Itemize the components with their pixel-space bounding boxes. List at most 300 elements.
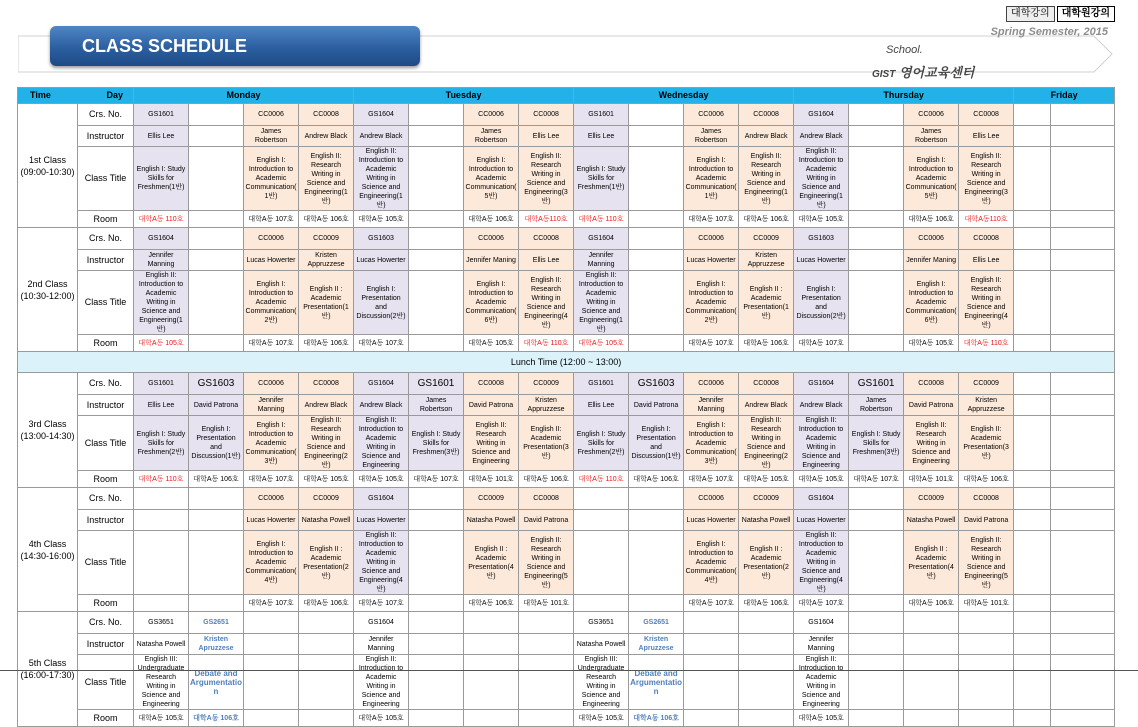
cell-room[interactable]: 대학A동 105호 — [739, 471, 794, 488]
cell-title[interactable]: English I: Introduction to Academic Communication(4반) — [684, 531, 739, 595]
cell-crs[interactable]: CC0009 — [299, 488, 354, 510]
cell-crs[interactable]: GS1601 — [134, 373, 189, 395]
cell-crs — [629, 104, 684, 126]
cell-title[interactable]: English II: Academic Presentation(3반) — [519, 416, 574, 471]
cell-crs[interactable]: CC0008 — [739, 373, 794, 395]
cell-title[interactable]: English I: Study Skills for Freshmen(2반) — [134, 416, 189, 471]
cell-title[interactable]: English II: Research Writing in Science and Engineering(2반) — [299, 416, 354, 471]
cell-instructor[interactable]: Andrew Black — [794, 126, 849, 147]
cell-crs[interactable]: GS1604 — [794, 488, 849, 510]
cell-room[interactable]: 대학A동 105호 — [299, 471, 354, 488]
cell-instructor[interactable]: Andrew Black — [299, 395, 354, 416]
cell-crs[interactable]: GS1601 — [409, 373, 464, 395]
cell-crs[interactable]: GS2651 — [189, 612, 244, 634]
cell-title[interactable]: English I: Study Skills for Freshmen(1반) — [574, 147, 629, 211]
cell-room[interactable]: 대학A동 110호 — [519, 335, 574, 352]
cell-instructor — [849, 250, 904, 271]
cell-instructor[interactable]: Kristen Appruzzese — [299, 250, 354, 271]
cell-crs[interactable]: CC0008 — [519, 488, 574, 510]
row-label-crs: Crs. No. — [78, 104, 134, 126]
cell-title[interactable]: English I: Introduction to Academic Communication(6반) — [904, 271, 959, 335]
cell-title — [959, 655, 1014, 710]
cell-instructor[interactable]: Ellis Lee — [959, 126, 1014, 147]
cell-room[interactable]: 대학A동 110호 — [574, 211, 629, 228]
row-label-room: Room — [78, 471, 134, 488]
day-header-tuesday: Tuesday — [354, 88, 574, 104]
cell-title[interactable]: English I: Study Skills for Freshmen(3반) — [849, 416, 904, 471]
row-label-crs: Crs. No. — [78, 228, 134, 250]
cell-instructor[interactable]: Kristen Apruzzese — [629, 634, 684, 655]
cell-room — [244, 710, 299, 727]
cell-title — [849, 271, 904, 335]
cell-room — [684, 710, 739, 727]
cell-title[interactable]: English I: Study Skills for Freshmen(2반) — [574, 416, 629, 471]
row-label-title: Class Title — [78, 531, 134, 595]
cell-title[interactable]: English I: Introduction to Academic Communication(2반) — [244, 271, 299, 335]
cell-title[interactable]: English I: Study Skills for Freshmen(1반) — [134, 147, 189, 211]
cell-instructor[interactable]: Ellis Lee — [574, 395, 629, 416]
cell-room — [189, 335, 244, 352]
cell-crs — [1051, 228, 1115, 250]
cell-room[interactable]: 대학A동 106호 — [629, 471, 684, 488]
cell-room[interactable]: 대학A동 107호 — [794, 595, 849, 612]
cell-instructor[interactable]: James Robertson — [409, 395, 464, 416]
cell-crs[interactable]: CC0009 — [959, 373, 1014, 395]
cell-title[interactable]: English III: Undergraduate Research Writing in Science and Engineering — [574, 655, 629, 710]
cell-title[interactable]: English II: Introduction to Academic Writing in Science and Engineering — [354, 655, 409, 710]
cell-instructor[interactable]: Kristen Appruzzese — [739, 250, 794, 271]
cell-title[interactable]: English II: Introduction to Academic Writing in Science and Engineering(1반) — [574, 271, 629, 335]
cell-title[interactable]: English I: Introduction to Academic Communication(5반) — [904, 147, 959, 211]
cell-crs[interactable]: CC0006 — [684, 104, 739, 126]
cell-instructor — [1014, 250, 1051, 271]
cell-instructor[interactable]: Kristen Apruzzese — [189, 634, 244, 655]
row-label-crs: Crs. No. — [78, 612, 134, 634]
cell-room[interactable]: 대학A동 105호 — [134, 335, 189, 352]
period-time: (14:30-16:00) — [20, 550, 75, 561]
cell-title[interactable]: English II : Academic Presentation(2반) — [299, 531, 354, 595]
cell-instructor — [134, 510, 189, 531]
cell-room[interactable]: 대학A동 107호 — [684, 595, 739, 612]
cell-room — [959, 710, 1014, 727]
cell-title[interactable]: English II: Introduction to Academic Writing in Science and Engineering — [794, 416, 849, 471]
cell-crs[interactable]: GS1603 — [354, 228, 409, 250]
cell-title[interactable]: English I: Presentation and Discussion(2반) — [794, 271, 849, 335]
cell-room[interactable]: 대학A동 107호 — [244, 471, 299, 488]
cell-instructor[interactable]: Jennifer Manning — [794, 634, 849, 655]
cell-crs[interactable]: GS3651 — [134, 612, 189, 634]
cell-instructor[interactable]: Andrew Black — [354, 126, 409, 147]
cell-room[interactable]: 대학A동 106호 — [739, 335, 794, 352]
cell-instructor[interactable]: Lucas Howerter — [354, 250, 409, 271]
cell-crs[interactable]: CC0006 — [904, 228, 959, 250]
cell-crs[interactable]: GS1604 — [794, 104, 849, 126]
cell-room[interactable]: 대학A동 105호 — [134, 710, 189, 727]
cell-room[interactable]: 대학A동110호 — [519, 211, 574, 228]
cell-instructor[interactable]: James Robertson — [684, 126, 739, 147]
cell-instructor[interactable]: Lucas Howerter — [354, 510, 409, 531]
cell-crs[interactable]: GS1604 — [354, 612, 409, 634]
cell-title[interactable]: English II: Academic Presentation(3반) — [959, 416, 1014, 471]
cell-room — [519, 710, 574, 727]
cell-room[interactable]: 대학A동 106호 — [904, 211, 959, 228]
cell-crs[interactable]: CC0008 — [739, 104, 794, 126]
cell-instructor[interactable]: Ellis Lee — [574, 126, 629, 147]
cell-crs[interactable]: CC0006 — [244, 104, 299, 126]
cell-title[interactable]: English I: Introduction to Academic Communication(6반) — [464, 271, 519, 335]
cell-title[interactable]: English II: Introduction to Academic Writing in Science and Engineering(1반) — [794, 147, 849, 211]
cell-room[interactable]: 대학A동 101호 — [464, 471, 519, 488]
cell-room — [409, 595, 464, 612]
cell-instructor[interactable]: Natasha Powell — [574, 634, 629, 655]
cell-crs[interactable]: GS1604 — [134, 228, 189, 250]
cell-title — [1014, 531, 1051, 595]
cell-room[interactable]: 대학A동 106호 — [959, 471, 1014, 488]
cell-instructor[interactable]: David Patrona — [519, 510, 574, 531]
cell-instructor[interactable]: David Patrona — [629, 395, 684, 416]
table-row — [18, 488, 1115, 510]
cell-title[interactable]: English II: Introduction to Academic Writing in Science and Engineering(1반) — [134, 271, 189, 335]
cell-room[interactable]: 대학A동 106호 — [299, 595, 354, 612]
period-name: 2nd Class — [27, 278, 68, 289]
table-row — [18, 228, 1115, 250]
cell-instructor[interactable]: Andrew Black — [354, 395, 409, 416]
cell-crs[interactable]: GS1603 — [794, 228, 849, 250]
cell-title[interactable]: English I: Introduction to Academic Communication(4반) — [244, 531, 299, 595]
cell-crs[interactable]: CC0008 — [299, 373, 354, 395]
cell-crs[interactable]: CC0009 — [739, 488, 794, 510]
cell-room[interactable]: 대학A동 107호 — [684, 335, 739, 352]
cell-room — [189, 595, 244, 612]
cell-title[interactable]: English I: Presentation and Discussion(1반) — [189, 416, 244, 471]
cell-instructor[interactable]: Jennifer Maning — [464, 250, 519, 271]
tab-undergraduate[interactable]: 대학강의 — [1006, 6, 1055, 22]
cell-crs[interactable]: GS2651 — [629, 612, 684, 634]
cell-crs[interactable]: GS1601 — [574, 373, 629, 395]
cell-crs — [1014, 488, 1051, 510]
cell-instructor[interactable]: Ellis Lee — [134, 126, 189, 147]
cell-instructor[interactable]: James Robertson — [904, 126, 959, 147]
cell-room[interactable]: 대학A동 106호 — [464, 595, 519, 612]
cell-crs — [134, 488, 189, 510]
cell-room[interactable]: 대학A동 106호 — [519, 471, 574, 488]
cell-title[interactable]: English II: Introduction to Academic Writing in Science and Engineering(1반) — [354, 147, 409, 211]
cell-crs[interactable]: CC0006 — [904, 104, 959, 126]
cell-instructor[interactable]: David Patrona — [959, 510, 1014, 531]
cell-room — [1051, 211, 1115, 228]
cell-instructor[interactable]: Ellis Lee — [519, 250, 574, 271]
row-label-crs: Crs. No. — [78, 373, 134, 395]
cell-instructor[interactable]: David Patrona — [904, 395, 959, 416]
cell-crs[interactable]: CC0008 — [464, 373, 519, 395]
cell-title[interactable]: English I: Study Skills for Freshmen(3반) — [409, 416, 464, 471]
cell-title[interactable]: English I: Introduction to Academic Communication(3반) — [684, 416, 739, 471]
cell-instructor[interactable]: David Patrona — [189, 395, 244, 416]
cell-title[interactable]: English I: Introduction to Academic Communication(2반) — [684, 271, 739, 335]
cell-instructor[interactable]: Natasha Powell — [739, 510, 794, 531]
cell-room[interactable]: 대학A동 105호 — [794, 710, 849, 727]
cell-instructor[interactable]: Lucas Howerter — [244, 510, 299, 531]
cell-room[interactable]: 대학A동 107호 — [849, 471, 904, 488]
table-row — [18, 395, 1115, 416]
cell-instructor[interactable]: Andrew Black — [739, 395, 794, 416]
lunch-time: Lunch Time (12:00 ~ 13:00) — [18, 352, 1115, 373]
cell-instructor[interactable]: Jennifer Manning — [134, 250, 189, 271]
cell-room[interactable]: 대학A동 107호 — [794, 335, 849, 352]
cell-instructor — [904, 634, 959, 655]
cell-instructor[interactable]: Lucas Howerter — [244, 250, 299, 271]
cell-title[interactable]: English II : Academic Presentation(1반) — [299, 271, 354, 335]
table-row — [18, 250, 1115, 271]
cell-instructor[interactable]: Jennifer Manning — [354, 634, 409, 655]
cell-title[interactable]: Debate and Argumentation — [629, 655, 684, 710]
cell-title[interactable]: English II: Research Writing in Science and Engineering(5반) — [519, 531, 574, 595]
period-name: 5th Class — [28, 658, 67, 668]
cell-title[interactable]: English II : Academic Presentation(4반) — [464, 531, 519, 595]
cell-title[interactable]: English II: Research Writing in Science and Engineering(3반) — [519, 147, 574, 211]
cell-instructor[interactable]: James Robertson — [244, 126, 299, 147]
cell-instructor[interactable]: Natasha Powell — [904, 510, 959, 531]
cell-crs — [299, 612, 354, 634]
cell-crs[interactable]: GS1601 — [134, 104, 189, 126]
cell-instructor[interactable]: Andrew Black — [299, 126, 354, 147]
cell-instructor[interactable]: Jennifer Manning — [574, 250, 629, 271]
cell-title[interactable]: English II: Introduction to Academic Writing in Science and Engineering — [354, 416, 409, 471]
cell-crs[interactable]: CC0009 — [519, 373, 574, 395]
period-name: 1st Class — [28, 154, 66, 165]
cell-title[interactable]: English III: Undergraduate Research Writing in Science and Engineering — [134, 655, 189, 710]
cell-instructor[interactable]: Ellis Lee — [519, 126, 574, 147]
cell-crs[interactable]: CC0008 — [299, 104, 354, 126]
cell-crs — [189, 488, 244, 510]
cell-room[interactable]: 대학A동 107호 — [244, 595, 299, 612]
cell-room[interactable]: 대학A동 105호 — [794, 471, 849, 488]
cell-room[interactable]: 대학A동 105호 — [794, 211, 849, 228]
cell-instructor — [1051, 634, 1115, 655]
cell-crs — [519, 612, 574, 634]
cell-room[interactable]: 대학A동 106호 — [629, 710, 684, 727]
cell-crs[interactable]: CC0009 — [464, 488, 519, 510]
cell-crs[interactable]: CC0009 — [904, 488, 959, 510]
tab-graduate[interactable]: 대학원강의 — [1057, 6, 1115, 22]
period-time: (10:30-12:00) — [20, 290, 75, 301]
cell-room[interactable]: 대학A동 107호 — [244, 335, 299, 352]
cell-title[interactable]: English II: Research Writing in Science and Engineering(5반) — [959, 531, 1014, 595]
cell-room[interactable]: 대학A동 106호 — [189, 710, 244, 727]
cell-room — [1014, 211, 1051, 228]
cell-title — [629, 531, 684, 595]
cell-instructor[interactable]: Natasha Powell — [134, 634, 189, 655]
cell-instructor[interactable]: Andrew Black — [739, 126, 794, 147]
cell-title[interactable]: English II: Research Writing in Science and Engineering(3반) — [959, 147, 1014, 211]
cell-room[interactable]: 대학A동 110호 — [134, 211, 189, 228]
cell-crs — [849, 488, 904, 510]
cell-instructor[interactable]: Ellis Lee — [134, 395, 189, 416]
cell-title[interactable]: English I: Presentation and Discussion(1반) — [629, 416, 684, 471]
cell-room[interactable]: 대학A동 106호 — [739, 595, 794, 612]
cell-crs — [1051, 373, 1115, 395]
cell-crs — [574, 488, 629, 510]
schedule-table — [17, 87, 1115, 727]
cell-title[interactable]: English I: Presentation and Discussion(2반) — [354, 271, 409, 335]
cell-title[interactable]: English II: Research Writing in Science and Engineering — [904, 416, 959, 471]
cell-room[interactable]: 대학A동 107호 — [684, 211, 739, 228]
row-label-instructor: Instructor — [78, 126, 134, 147]
cell-crs[interactable]: CC0006 — [684, 488, 739, 510]
cell-room[interactable]: 대학A동 107호 — [354, 335, 409, 352]
cell-title[interactable]: English II: Research Writing in Science and Engineering(4반) — [519, 271, 574, 335]
cell-title[interactable]: English I: Introduction to Academic Communication(3반) — [244, 416, 299, 471]
cell-crs[interactable]: GS1603 — [629, 373, 684, 395]
cell-room[interactable]: 대학A동 110호 — [959, 335, 1014, 352]
cell-instructor[interactable]: Lucas Howerter — [794, 250, 849, 271]
cell-room[interactable]: 대학A동 106호 — [904, 595, 959, 612]
cell-room[interactable]: 대학A동 101호 — [959, 595, 1014, 612]
cell-title — [464, 655, 519, 710]
cell-title[interactable]: English II : Academic Presentation(4반) — [904, 531, 959, 595]
cell-title[interactable]: English II: Introduction to Academic Writing in Science and Engineering — [794, 655, 849, 710]
cell-crs — [684, 612, 739, 634]
cell-instructor — [464, 634, 519, 655]
cell-room[interactable]: 대학A동 106호 — [299, 211, 354, 228]
cell-crs[interactable]: GS1601 — [574, 104, 629, 126]
period-time: (16:00-17:30) — [20, 670, 75, 680]
cell-crs[interactable]: CC0008 — [959, 104, 1014, 126]
cell-crs[interactable]: CC0008 — [519, 104, 574, 126]
cell-room[interactable]: 대학A동 106호 — [299, 335, 354, 352]
table-row — [18, 104, 1115, 126]
cell-instructor[interactable]: James Robertson — [849, 395, 904, 416]
cell-room[interactable]: 대학A동 105호 — [904, 335, 959, 352]
cell-crs[interactable]: CC0006 — [244, 228, 299, 250]
cell-title[interactable]: Debate and Argumentation — [189, 655, 244, 710]
cell-crs — [739, 612, 794, 634]
cell-crs[interactable]: GS1603 — [189, 373, 244, 395]
cell-crs — [409, 228, 464, 250]
cell-crs[interactable]: GS1604 — [354, 104, 409, 126]
cell-crs — [629, 228, 684, 250]
cell-room[interactable]: 대학A동 105호 — [354, 471, 409, 488]
cell-instructor[interactable]: Kristen Appruzzese — [519, 395, 574, 416]
period-name: 4th Class — [28, 538, 67, 549]
cell-instructor[interactable]: Ellis Lee — [959, 250, 1014, 271]
cell-title[interactable]: English II: Research Writing in Science and Engineering(4반) — [959, 271, 1014, 335]
cell-room[interactable]: 대학A동 105호 — [574, 335, 629, 352]
cell-crs[interactable]: GS1604 — [574, 228, 629, 250]
cell-title[interactable]: English II: Research Writing in Science and Engineering(2반) — [739, 416, 794, 471]
cell-crs[interactable]: CC0009 — [299, 228, 354, 250]
cell-room[interactable]: 대학A동 101호 — [904, 471, 959, 488]
cell-room[interactable]: 대학A동 106호 — [189, 471, 244, 488]
cell-room — [904, 710, 959, 727]
table-row — [18, 211, 1115, 228]
tab-bar — [1004, 6, 1115, 22]
cell-room[interactable]: 대학A동 110호 — [134, 471, 189, 488]
cell-crs[interactable]: GS3651 — [574, 612, 629, 634]
cell-room[interactable]: 대학A동 106호 — [464, 211, 519, 228]
row-label-title: Class Title — [78, 655, 134, 710]
cell-title[interactable]: English I: Introduction to Academic Communication(5반) — [464, 147, 519, 211]
cell-instructor[interactable]: Natasha Powell — [299, 510, 354, 531]
cell-room[interactable]: 대학A동 107호 — [244, 211, 299, 228]
cell-instructor[interactable]: Natasha Powell — [464, 510, 519, 531]
cell-title[interactable]: English II: Research Writing in Science and Engineering(1반) — [739, 147, 794, 211]
cell-crs[interactable]: CC0008 — [959, 488, 1014, 510]
cell-crs[interactable]: GS1604 — [794, 612, 849, 634]
cell-title[interactable]: English II: Introduction to Academic Writing in Science and Engineering(4반) — [354, 531, 409, 595]
cell-room[interactable]: 대학A동 105호 — [354, 211, 409, 228]
cell-instructor[interactable]: Jennifer Manning — [244, 395, 299, 416]
cell-title — [904, 655, 959, 710]
bottom-border — [0, 670, 1138, 671]
cell-title[interactable]: English I: Introduction to Academic Communication(1반) — [244, 147, 299, 211]
cell-instructor[interactable]: Lucas Howerter — [684, 250, 739, 271]
cell-instructor[interactable]: James Robertson — [464, 126, 519, 147]
cell-room[interactable]: 대학A동 107호 — [684, 471, 739, 488]
cell-room[interactable]: 대학A동 105호 — [464, 335, 519, 352]
cell-crs[interactable]: GS1604 — [354, 373, 409, 395]
cell-room — [849, 211, 904, 228]
row-label-title: Class Title — [78, 147, 134, 211]
cell-room[interactable]: 대학A동110호 — [959, 211, 1014, 228]
cell-room[interactable]: 대학A동 101호 — [519, 595, 574, 612]
cell-room[interactable]: 대학A동 106호 — [739, 211, 794, 228]
table-row — [18, 126, 1115, 147]
cell-crs[interactable]: CC0008 — [959, 228, 1014, 250]
cell-room[interactable]: 대학A동 105호 — [354, 710, 409, 727]
cell-instructor[interactable]: Kristen Appruzzese — [959, 395, 1014, 416]
cell-instructor[interactable]: Andrew Black — [794, 395, 849, 416]
cell-crs[interactable]: CC0008 — [904, 373, 959, 395]
cell-instructor[interactable]: Lucas Howerter — [684, 510, 739, 531]
cell-instructor — [629, 126, 684, 147]
cell-room — [464, 710, 519, 727]
cell-instructor — [849, 510, 904, 531]
cell-crs[interactable]: CC0006 — [464, 228, 519, 250]
row-label-instructor: Instructor — [78, 634, 134, 655]
cell-instructor[interactable]: Lucas Howerter — [794, 510, 849, 531]
cell-crs[interactable]: CC0006 — [244, 373, 299, 395]
cell-title[interactable]: English I: Introduction to Academic Communication(1반) — [684, 147, 739, 211]
cell-crs[interactable]: GS1604 — [794, 373, 849, 395]
cell-room[interactable]: 대학A동 107호 — [354, 595, 409, 612]
cell-room[interactable]: 대학A동 107호 — [409, 471, 464, 488]
row-label-instructor: Instructor — [78, 250, 134, 271]
cell-room — [849, 710, 904, 727]
cell-title[interactable]: English II: Research Writing in Science and Engineering — [464, 416, 519, 471]
cell-crs[interactable]: GS1601 — [849, 373, 904, 395]
cell-crs — [849, 612, 904, 634]
cell-crs[interactable]: CC0006 — [244, 488, 299, 510]
table-row — [18, 595, 1115, 612]
cell-instructor[interactable]: Jennifer Maning — [904, 250, 959, 271]
cell-crs[interactable]: CC0009 — [739, 228, 794, 250]
cell-title[interactable]: English II: Introduction to Academic Writing in Science and Engineering(4반) — [794, 531, 849, 595]
cell-title[interactable]: English II: Research Writing in Science and Engineering(1반) — [299, 147, 354, 211]
cell-title[interactable]: English II : Academic Presentation(1반) — [739, 271, 794, 335]
table-row — [18, 531, 1115, 595]
cell-instructor[interactable]: Jennifer Manning — [684, 395, 739, 416]
cell-crs[interactable]: CC0006 — [684, 373, 739, 395]
cell-crs[interactable]: GS1604 — [354, 488, 409, 510]
cell-crs[interactable]: CC0006 — [464, 104, 519, 126]
cell-room[interactable]: 대학A동 110호 — [574, 471, 629, 488]
cell-crs[interactable]: CC0008 — [519, 228, 574, 250]
cell-instructor[interactable]: David Patrona — [464, 395, 519, 416]
cell-crs[interactable]: CC0006 — [684, 228, 739, 250]
cell-room[interactable]: 대학A동 105호 — [574, 710, 629, 727]
cell-title[interactable]: English II : Academic Presentation(2반) — [739, 531, 794, 595]
